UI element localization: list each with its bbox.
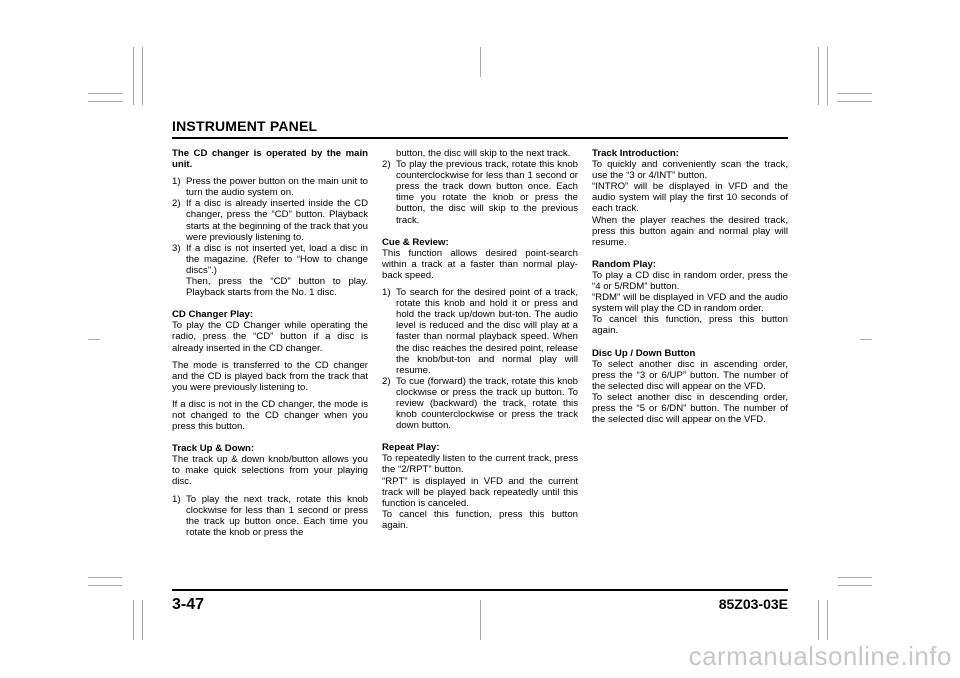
intro-heading: The CD changer is operated by the main unit. [172, 148, 368, 171]
track-steps [172, 494, 368, 538]
paragraph: To cancel this function, press this button again. [382, 508, 578, 531]
repeat-heading: Repeat Play: [382, 442, 440, 454]
list-item: 1) Press the power button on the main unit to turn the audio system on. [172, 176, 368, 199]
crop-mark [480, 47, 481, 77]
list-item-text: Then, press the “CD” button to play. Playback starts from the No. 1 disc. [186, 276, 368, 299]
crop-mark [142, 47, 143, 105]
crop-mark [818, 47, 819, 105]
crop-mark [133, 600, 134, 640]
paragraph: This function allows desired point-search within a track at a faster than normal play-back speed. [382, 247, 578, 281]
crop-mark [88, 101, 122, 102]
page-number: 3-47 [172, 596, 205, 613]
paragraph: To play the CD Changer while operating the radio, press the “CD” button if a disc is already inserted in the CD changer. [172, 320, 368, 354]
paragraph: The mode is transferred to the CD changer and the CD is played back from the track that you were previously listening to. [172, 359, 368, 393]
column-1 [172, 148, 368, 544]
track-heading: Track Up & Down: [172, 443, 255, 455]
list-item: 2) To play the previous track, rotate this knob counterclockwise for less than 1 second or press the track down button once. Each time you rotate the knob or press the button, the disc will skip to the previous track. [382, 159, 578, 226]
column-3 [592, 148, 788, 425]
intro-steps [172, 176, 368, 298]
list-item-text: Press the power button on the main unit to turn the audio system on. [186, 176, 368, 199]
cue-steps [382, 287, 578, 431]
paragraph: The track up & down knob/button allows you to make quick selections from your playing disc. [172, 454, 368, 488]
list-item-text: button, the disc will skip to the next track. [396, 148, 571, 159]
paragraph: “RDM” will be displayed in VFD and the audio system will play the CD in random order. [592, 292, 788, 315]
crop-mark [838, 577, 872, 578]
list-item-text: If a disc is already inserted inside the CD changer, press the “CD” button. Playback starts at the beginning of the track that you were previously listening to. [186, 198, 368, 243]
crop-mark [480, 600, 481, 640]
paragraph: “RPT” is displayed in VFD and the current track will be played back repeatedly until this function is canceled. [382, 475, 578, 509]
paragraph: To play a CD disc in random order, press the “4 or 5/RDM” button. [592, 269, 788, 293]
list-item: 3) If a disc is not inserted yet, load a disc in the magazine. (Refer to “How to change discs”.) Then, press the “CD” button to play. Playback starts from the No. 1 disc. [172, 242, 368, 299]
list-item: 2) If a disc is already inserted inside the CD changer, press the “CD” button. Playback starts at the beginning of the track that you were previously listening to. [172, 198, 368, 243]
crop-mark [133, 47, 134, 105]
section-title: INSTRUMENT PANEL [172, 118, 318, 134]
crop-mark [838, 585, 872, 586]
crop-mark [88, 577, 122, 578]
crop-mark [142, 600, 143, 640]
document-code: 85Z03-03E [718, 596, 788, 612]
crop-mark [88, 585, 122, 586]
footer-rule [172, 589, 788, 591]
watermark: carmanualsonline.info [688, 641, 952, 671]
crop-mark [860, 339, 872, 340]
list-item-text: To search for the desired point of a track, rotate this knob and hold it or press and hold the track up/down but-ton. The audio level is reduced and the disc will play at a faster than normal playback speed. When the disc reaches the desired point, release the knob/but-ton and normal play will resume. [396, 287, 578, 376]
crop-mark [838, 101, 872, 102]
cue-heading: Cue & Review: [382, 236, 449, 248]
paragraph: “INTRO” will be displayed in VFD and the audio system will play the first 10 seconds of each track. [592, 181, 788, 215]
crop-mark [838, 93, 872, 94]
track-steps-cont [382, 148, 578, 226]
random-heading: Random Play: [592, 258, 656, 270]
paragraph: To select another disc in descending order, press the “5 or 6/DN” button. The number of the selected disc will appear on the VFD. [592, 391, 788, 426]
crop-mark [827, 47, 828, 105]
paragraph: To cancel this function, press this button again. [592, 314, 788, 337]
intro-track-heading: Track Introduction: [592, 148, 679, 159]
list-item: 1) To search for the desired point of a track, rotate this knob and hold it or press and hold the track up/down but-ton. The audio level is reduced and the disc will play at a faster than normal playback speed. When the disc reaches the desired point, release the knob/but-ton and normal play will resume. [382, 287, 578, 376]
paragraph: When the player reaches the desired track, press this button again and normal play will resume. [592, 214, 788, 248]
crop-mark [827, 600, 828, 640]
list-item: 2) To cue (forward) the track, rotate this knob clockwise or press the track up button. To review (backward) the track, rotate this knob counterclockwise or press the track down button. [382, 375, 578, 432]
play-heading: CD Changer Play: [172, 309, 254, 321]
list-item-text: To play the next track, rotate this knob clockwise for less than 1 second or press the track up button once. Each time you rotate the knob or press the [186, 493, 368, 538]
crop-mark [88, 339, 100, 340]
paragraph: To quickly and conveniently scan the track, use the “3 or 4/INT” button. [592, 159, 788, 182]
header-rule [172, 137, 788, 139]
disc-heading: Disc Up / Down Button [592, 347, 696, 359]
column-2 [382, 148, 578, 537]
list-item-text: If a disc is not inserted yet, load a disc in the magazine. (Refer to “How to change discs”.) [186, 242, 368, 276]
paragraph: To select another disc in ascending order, press the “3 or 6/UP” button. The number of the selected disc will appear on the VFD. [592, 358, 788, 392]
paragraph: To repeatedly listen to the current track, press the “2/RPT” button. [382, 453, 578, 476]
list-item-text: To play the previous track, rotate this knob counterclockwise for less than 1 second or press the track down button once. Each time you rotate the knob or press the button, the disc will skip to the previous track. [396, 159, 578, 226]
crop-mark [88, 93, 122, 94]
paragraph: If a disc is not in the CD changer, the mode is not changed to the CD changer when you press this button. [172, 398, 368, 433]
list-item-text: To cue (forward) the track, rotate this knob clockwise or press the track up button. To review (backward) the track, rotate this knob counterclockwise or press the track down button. [396, 375, 578, 432]
list-item [382, 148, 578, 159]
crop-mark [818, 600, 819, 640]
list-item: 1) To play the next track, rotate this knob clockwise for less than 1 second or press the track up button once. Each time you rotate the knob or press the [172, 493, 368, 538]
